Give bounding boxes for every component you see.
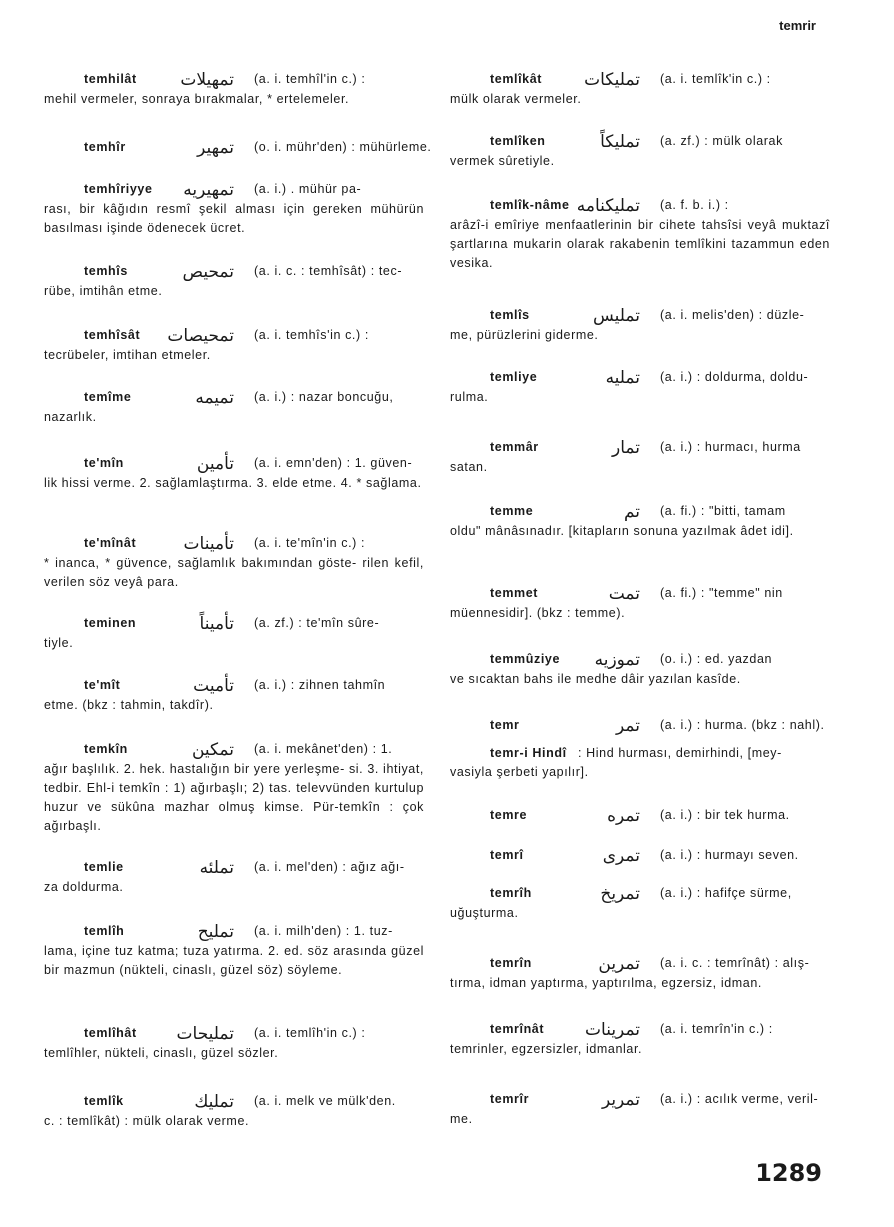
arabic-script: تمليك xyxy=(194,1092,234,1112)
entry-definition: vasiyla şerbeti yapılır]. xyxy=(450,765,589,779)
arabic-script: تمر xyxy=(616,716,640,736)
entry-definition: c. : temlîkât) : mülk olarak verme. xyxy=(44,1114,250,1128)
entry-definition-start: (a. i.) : bir tek hurma. xyxy=(660,808,790,822)
arabic-script: تمليه xyxy=(605,368,640,388)
entry-definition: me, pürüzlerini giderme. xyxy=(450,328,599,342)
dictionary-entry xyxy=(450,954,830,993)
headword: temmâr xyxy=(490,440,539,454)
entry-definition-start: (o. i.) : ed. yazdan xyxy=(660,652,773,666)
arabic-script: تملئه xyxy=(199,858,234,878)
entry-definition-start: (a. i. emn'den) : 1. güven- xyxy=(254,456,413,470)
entry-definition-start: (a. i.) : hurmayı seven. xyxy=(660,848,799,862)
headword: temlîkât xyxy=(490,72,543,86)
entry-definition: vermek sûretiyle. xyxy=(450,154,555,168)
dictionary-entry xyxy=(450,368,830,407)
entry-definition-start: (a. i. te'mîn'in c.) : xyxy=(254,536,366,550)
entry-definition-start: (a. i. mekânet'den) : 1. xyxy=(254,742,393,756)
entry-definition-start: (a. f. b. i.) : xyxy=(660,198,729,212)
entry-definition: satan. xyxy=(450,460,488,474)
headword: temrînât xyxy=(490,1022,545,1036)
arabic-script: تمت xyxy=(608,584,640,604)
arabic-script: تمهيلات xyxy=(180,70,234,90)
entry-definition-start: (a. i. melk ve mülk'den. xyxy=(254,1094,396,1108)
entry-definition: lama, içine tuz katma; tuza yatırma. 2. ed. söz arasında güzel bir mazmun (nükteli, cinaslı, güzel söz) söyleme. xyxy=(44,944,424,977)
arabic-script: تأميناً xyxy=(199,614,234,634)
entry-definition: ve sıcaktan bahs ile medhe dâir yazılan kasîde. xyxy=(450,672,741,686)
arabic-script: تمرير xyxy=(601,1090,640,1110)
arabic-script: تمكين xyxy=(191,740,234,760)
entry-definition-start: : Hind hurması, demirhindi, [mey- xyxy=(578,746,782,760)
entry-definition: rası, bir kâğıdın resmî şekil alması için gereken mühürün basılması işinde ödenecek ücret. xyxy=(44,202,424,235)
entry-definition-start: (a. zf.) : mülk olarak xyxy=(660,134,783,148)
dictionary-entry xyxy=(44,388,424,427)
headword: temlie xyxy=(84,860,124,874)
entry-definition: mülk olarak vermeler. xyxy=(450,92,582,106)
dictionary-entry xyxy=(450,884,830,923)
entry-definition-start: (o. i. mühr'den) : mühürleme. xyxy=(254,140,432,154)
entry-definition: ağır başlılık. 2. hek. hastalığın bir yere yerleşme- si. 3. ihtiyat, tedbir. Ehl-i temkîn : 1) ağırbaşlı; 2) tas. televvünden kurtulup huzur ve sükûna mazhar olmuş kimse. Pür-temkîn : çok ağırbaşlı. xyxy=(44,762,424,833)
entry-definition: tiyle. xyxy=(44,636,74,650)
entry-definition: temlîhler, nükteli, cinaslı, güzel sözler. xyxy=(44,1046,279,1060)
arabic-script: تمليس xyxy=(593,306,640,326)
dictionary-entry xyxy=(44,534,424,592)
arabic-script: تمليكات xyxy=(584,70,640,90)
entry-definition: za doldurma. xyxy=(44,880,124,894)
dictionary-entry xyxy=(44,180,424,238)
headword: temlîk-nâme xyxy=(490,198,570,212)
headword: temlîhât xyxy=(84,1026,137,1040)
dictionary-entry xyxy=(44,614,424,653)
headword: temlîken xyxy=(490,134,546,148)
dictionary-entry xyxy=(450,716,830,736)
dictionary-entry xyxy=(450,1090,830,1129)
entry-definition-start: (a. i.) : hurmacı, hurma xyxy=(660,440,801,454)
entry-definition: me. xyxy=(450,1112,473,1126)
arabic-script: تمحيص xyxy=(182,262,234,282)
entry-definition-start: (a. zf.) : te'mîn sûre- xyxy=(254,616,380,630)
dictionary-entry xyxy=(450,584,830,623)
headword: temhîsât xyxy=(84,328,141,342)
headword: te'mît xyxy=(84,678,121,692)
headword: temhîriyye xyxy=(84,182,153,196)
arabic-script: تمار xyxy=(612,438,640,458)
entry-definition-start: (a. i.) : nazar boncuğu, xyxy=(254,390,394,404)
dictionary-entry xyxy=(450,438,830,477)
dictionary-entry xyxy=(450,132,830,171)
headword: temliye xyxy=(490,370,538,384)
headword: temhîs xyxy=(84,264,128,278)
dictionary-entry xyxy=(44,70,424,109)
entry-definition-start: (a. i.) . mühür pa- xyxy=(254,182,362,196)
headword: temlîk xyxy=(84,1094,124,1108)
dictionary-entry xyxy=(44,858,424,897)
headword: temrîn xyxy=(490,956,532,970)
headword: temr xyxy=(490,718,520,732)
dictionary-entry xyxy=(450,846,830,866)
entry-definition: müennesidir]. (bkz : temme). xyxy=(450,606,626,620)
entry-definition-start: (a. i.) : zihnen tahmîn xyxy=(254,678,386,692)
arabic-script: تمحيصات xyxy=(167,326,234,346)
arabic-script: تم xyxy=(623,502,640,522)
entry-definition: arâzî-i emîriye menfaatlerinin bir cihete tahsîsi veyâ muktazî şartlarına mukarin olarak rakabenin temlîkini tazammun eden vesika. xyxy=(450,218,830,270)
arabic-script: تمرين xyxy=(598,954,640,974)
headword: teminen xyxy=(84,616,137,630)
dictionary-entry xyxy=(44,1092,424,1131)
entry-definition: nazarlık. xyxy=(44,410,97,424)
headword: temmûziye xyxy=(490,652,561,666)
entry-definition-start: (a. i. melis'den) : düzle- xyxy=(660,308,805,322)
headword: temrîh xyxy=(490,886,532,900)
entry-definition: mehil vermeler, sonraya bırakmalar, * ertelemeler. xyxy=(44,92,350,106)
arabic-script: تميمه xyxy=(195,388,234,408)
dictionary-entry xyxy=(450,744,830,782)
entry-definition-start: (a. i.) : hafifçe sürme, xyxy=(660,886,792,900)
dictionary-entry xyxy=(44,922,424,980)
headword: temr-i Hindî xyxy=(490,746,567,760)
dictionary-entry xyxy=(450,502,830,541)
headword: temîme xyxy=(84,390,132,404)
headword: temhîr xyxy=(84,140,126,154)
headword: temrîr xyxy=(490,1092,530,1106)
arabic-script: تأمينات xyxy=(183,534,234,554)
arabic-script: تمليح xyxy=(197,922,234,942)
dictionary-entry xyxy=(44,262,424,301)
dictionary-entry xyxy=(450,650,830,689)
arabic-script: تأميت xyxy=(193,676,234,696)
entry-definition-start: (a. i.) : doldurma, doldu- xyxy=(660,370,809,384)
entry-definition-start: (a. i. c. : temrînât) : alış- xyxy=(660,956,810,970)
entry-definition: rübe, imtihân etme. xyxy=(44,284,163,298)
dictionary-entry xyxy=(450,806,830,826)
entry-definition-start: (a. i. temhîl'in c.) : xyxy=(254,72,366,86)
arabic-script: تمهير xyxy=(197,138,234,158)
left-column xyxy=(44,0,432,1227)
arabic-script: تمريخ xyxy=(600,884,640,904)
arabic-script: تمرينات xyxy=(585,1020,640,1040)
headword: temre xyxy=(490,808,528,822)
arabic-script: تمليحات xyxy=(176,1024,234,1044)
dictionary-entry xyxy=(44,740,424,836)
entry-definition-start: (a. i. temlîh'in c.) : xyxy=(254,1026,366,1040)
entry-definition: lik hissi verme. 2. sağlamlaştırma. 3. elde etme. 4. * sağlama. xyxy=(44,476,422,490)
headword: temkîn xyxy=(84,742,128,756)
entry-definition-start: (a. i. temrîn'in c.) : xyxy=(660,1022,773,1036)
headword: te'mînât xyxy=(84,536,137,550)
arabic-script: تموزيه xyxy=(594,650,640,670)
dictionary-entry xyxy=(450,306,830,345)
headword: temmet xyxy=(490,586,539,600)
dictionary-entry xyxy=(44,676,424,715)
arabic-script: تمرى xyxy=(602,846,640,866)
entry-definition-start: (a. i. mel'den) : ağız ağı- xyxy=(254,860,405,874)
entry-definition-start: (a. i. c. : temhîsât) : tec- xyxy=(254,264,403,278)
headword: te'mîn xyxy=(84,456,124,470)
entry-definition: tırma, idman yaptırma, yaptırılma, egzersiz, idman. xyxy=(450,976,762,990)
entry-definition-start: (a. i.) : acılık verme, veril- xyxy=(660,1092,819,1106)
entry-definition: etme. (bkz : tahmin, takdîr). xyxy=(44,698,214,712)
arabic-script: تأمين xyxy=(196,454,234,474)
dictionary-entry xyxy=(450,1020,830,1059)
arabic-script: تمهيريه xyxy=(183,180,234,200)
headword: temhilât xyxy=(84,72,137,86)
arabic-script: تمليكنامه xyxy=(576,196,640,216)
right-column xyxy=(450,0,830,1227)
page-number: 1289 xyxy=(755,1159,822,1187)
running-head: temrir xyxy=(779,18,816,33)
headword: temlîh xyxy=(84,924,125,938)
entry-definition: temrinler, egzersizler, idmanlar. xyxy=(450,1042,643,1056)
entry-definition: oldu" mânâsınadır. [kitapların sonuna yazılmak âdet idi]. xyxy=(450,524,794,538)
entry-definition: tecrübeler, imtihan etmeler. xyxy=(44,348,211,362)
entry-definition-start: (a. fi.) : "temme" nin xyxy=(660,586,783,600)
dictionary-entry xyxy=(44,1024,424,1063)
arabic-script: تمليكاً xyxy=(600,132,640,152)
dictionary-entry xyxy=(450,70,830,109)
arabic-script: تمره xyxy=(607,806,640,826)
headword: temme xyxy=(490,504,534,518)
dictionary-entry xyxy=(450,196,830,273)
entry-definition-start: (a. i. milh'den) : 1. tuz- xyxy=(254,924,393,938)
entry-definition-start: (a. i. temlîk'in c.) : xyxy=(660,72,771,86)
entry-definition-start: (a. fi.) : "bitti, tamam xyxy=(660,504,786,518)
entry-definition: uğuşturma. xyxy=(450,906,519,920)
dictionary-entry xyxy=(44,454,424,493)
entry-definition: rulma. xyxy=(450,390,489,404)
entry-definition-start: (a. i.) : hurma. (bkz : nahl). xyxy=(660,718,825,732)
headword: temlîs xyxy=(490,308,530,322)
dictionary-entry xyxy=(44,138,432,158)
headword: temrî xyxy=(490,848,524,862)
dictionary-entry xyxy=(44,326,424,365)
entry-definition-start: (a. i. temhîs'in c.) : xyxy=(254,328,369,342)
entry-definition: * inanca, * güvence, sağlamlık bakımından göste- rilen kefil, verilen söz veyâ para. xyxy=(44,556,424,589)
